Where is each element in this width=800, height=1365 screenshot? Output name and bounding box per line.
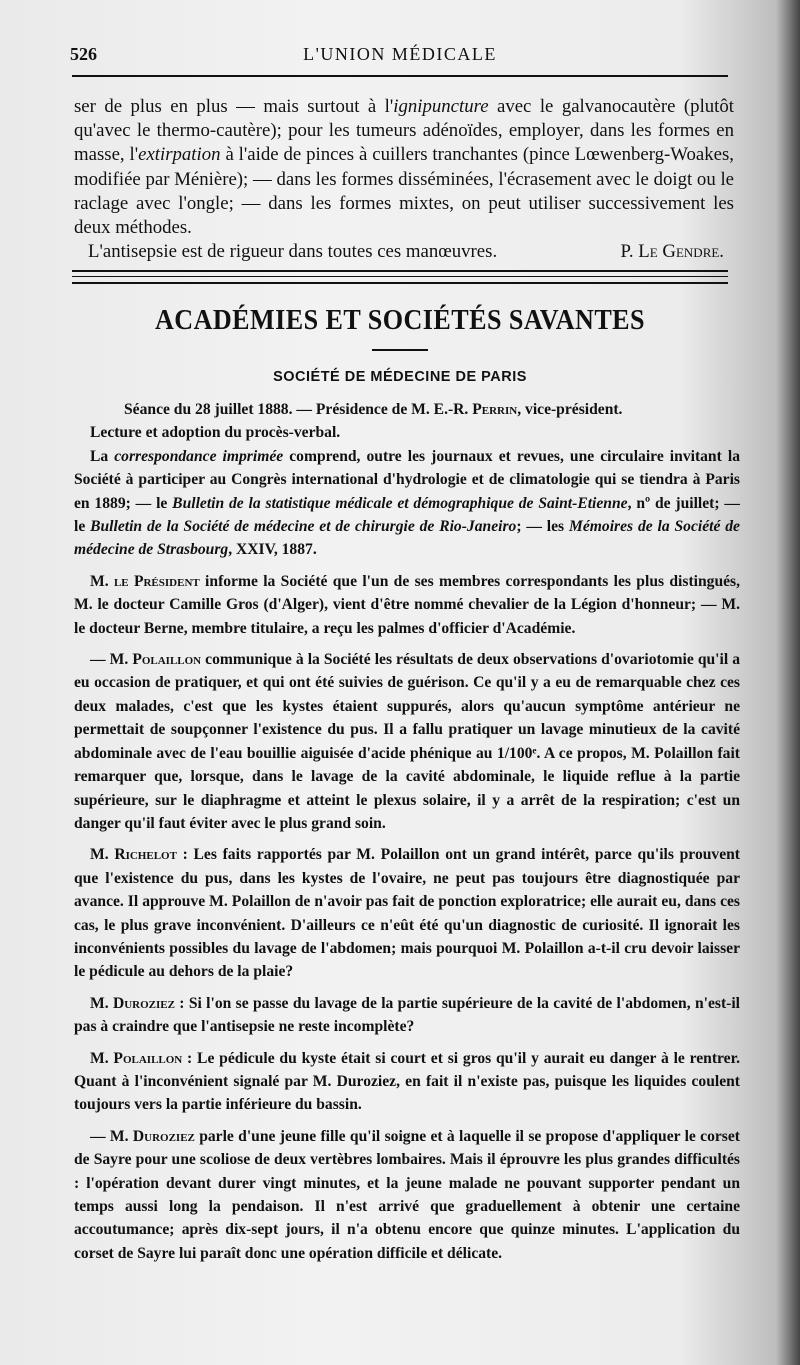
session-line: Séance du 28 juillet 1888. — Présidence de M. E.-R. Perrin, vice-président.: [124, 401, 623, 418]
intro-paragraph: ser de plus en plus — mais surtout à l'ignipuncture avec le galvanocautère (plutôt qu'avec le thermo-cautère); pour les tumeurs adénoïdes, employer, dans les formes en masse, l'extirpation à l'aide de pinces à cuillers tranchantes (pince Lœwenberg-Woakes, modifiée par Ménière); — dans les formes disséminées, l'écrasement avec le doigt ou le raclage avec l'ongle; — dans les formes mixtes, on peut utiliser successivement les deux méthodes.: [74, 96, 734, 239]
intro-closing: L'antisepsie est de rigueur dans toutes ces manœuvres. P. Le Gendre.: [74, 240, 734, 264]
president-paragraph: M. le Président informe la Société que l'un de ses membres correspondants les plus distingués, M. le docteur Camille Gros (d'Alger), vient d'être nommé chevalier de la Légion d'honneur; — M. le docteur Berne, membre titulaire, a reçu les palmes d'officier d'Académie.: [74, 572, 741, 637]
section-rule-mid: [72, 276, 728, 277]
polaillon-paragraph: — M. Polaillon communique à la Société les résultats de deux observations d'ovariotomie qu'il a eu occasion de pratiquer, et qui ont été suivies de guérison. Ce qu'il y a eu de remarquable chez ces deux malades, c'est que les kystes étaient suppurés, alors qu'aucun symptôme antérieur ne permettait de soupçonner l'existence du pus. Il a fallu pratiquer un lavage minutieux de la cavité abdominale avec de l'eau bouillie aiguisée d'acide phénique au 1/100ᵉ. A ce propos, M. Polaillon fait remarquer que, lorsque, dans le lavage de la cavité abdominale, le liquide reflue à la partie supérieure, sur le diaphragme et atteint le plexus solaire, il y a arrêt de la respiration; c'est un danger qu'il faut éviter avec le plus grand soin.: [74, 651, 741, 832]
page-header: [70, 40, 730, 70]
section-rule-bottom: [72, 282, 728, 284]
journal-title: L'UNION MÉDICALE: [303, 44, 497, 64]
intro-text: [74, 95, 734, 264]
author-signature: P. Le Gendre.: [620, 241, 724, 263]
correspondance-paragraph: La correspondance imprimée comprend, outre les journaux et revues, une circulaire invitant la Société à participer au Congrès international d'hydrologie et de climatologie qui se tiendra à Paris en 1889; — le Bulletin de la statistique médicale et démographique de Saint-Etienne, nº de juillet; — le Bulletin de la Société de médecine et de chirurgie de Rio-Janeiro; — les Mémoires de la Société de médecine de Strasbourg, XXIV, 1887.: [74, 447, 740, 559]
minutes-body: [74, 398, 740, 1273]
polaillon-reply-paragraph: M. Polaillon : Le pédicule du kyste était si court et si gros qu'il y aurait eu danger à le rentrer. Quant à l'inconvénient signalé par M. Duroziez, en fait il n'existe pas, puisque les liquides coulent toujours vers la partie inférieure du bassin.: [74, 1049, 740, 1114]
page-number: 526: [70, 44, 97, 64]
header-rule: [72, 75, 728, 77]
society-heading: SOCIÉTÉ DE MÉDECINE DE PARIS: [273, 369, 527, 385]
duroziez-scoliosis-paragraph: — M. Duroziez parle d'une jeune fille qu'il soigne et à laquelle il se propose d'appliquer le corset de Sayre pour une scoliose de deux vertèbres lombaires. Mais il éprouvre les plus grandes difficultés : l'opération devant durer vingt minutes, et la jeune malade ne pouvant supporter pendant un temps aussi long la pendaison. Il n'est arrivé que graduellement à obtenir une certaine accoutumance; après dix-sept jours, il n'a obtenu encore que quinze minutes. L'application du corset de Sayre lui paraît donc une opération difficile et délicate.: [74, 1127, 740, 1262]
duroziez-paragraph: M. Duroziez : Si l'on se passe du lavage de la partie supérieure de la cavité de l'abdomen, n'est-il pas à craindre que l'antisepsie ne reste incomplète?: [74, 994, 740, 1036]
title-underline: [372, 349, 428, 351]
section-rule-top: [72, 270, 728, 272]
section-title: ACADÉMIES ET SOCIÉTÉS SAVANTES: [154, 304, 646, 336]
reading-line: Lecture et adoption du procès-verbal.: [90, 424, 341, 442]
richelot-paragraph: M. Richelot : Les faits rapportés par M. Polaillon ont un grand intérêt, parce qu'ils prouvent que l'existence du pus, dans les kystes de l'ovaire, ne peut pas toujours être diagnostiquée par avance. Il approuve M. Polaillon de n'avoir pas fait de ponction exploratrice; elle aurait eu, dans ces cas, le plus grave inconvénient. D'ailleurs ce n'eût été qu'un diagnostic de curiosité. Il ignorait les inconvénients possibles du lavage de l'abdomen; mais pourquoi M. Polaillon a-t-il cru devoir laisser le pédicule au dehors de la plaie?: [74, 846, 741, 981]
